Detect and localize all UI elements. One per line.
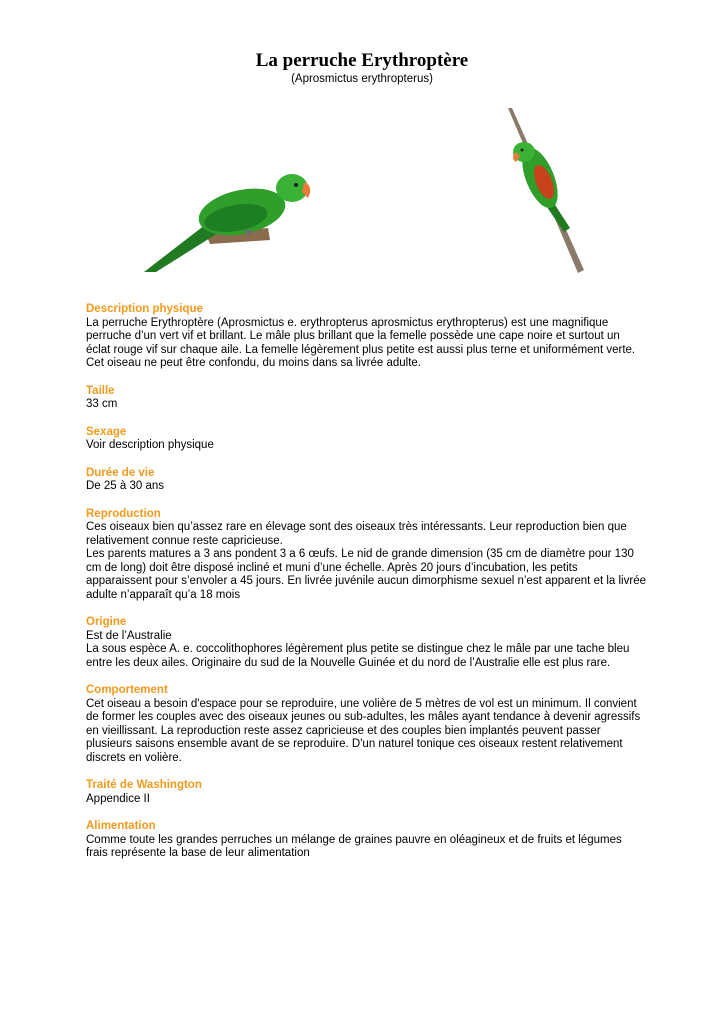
- document-body: [86, 303, 646, 875]
- section: [86, 385, 646, 412]
- section-heading: Description physique: [86, 303, 203, 315]
- section: [86, 426, 646, 453]
- section-paragraph: Les parents matures a 3 ans pondent 3 a 6 œufs. Le nid de grande dimension (35 cm de diamètre pour 130 cm de long) doit être disposé incliné et muni d’une échelle. Après 20 jours d’incubation, les petits apparaissent pour s’envoler a 45 jours. En livrée juvénile aucun dimorphisme sexuel n’est apparent et la livrée adulte n’apparaît qu’a 18 mois: [86, 548, 646, 601]
- parrot-eye: [294, 183, 298, 187]
- parrot-eye: [521, 149, 524, 152]
- section-paragraph: Appendice II: [86, 792, 150, 805]
- section-paragraph: La perruche Erythroptère (Aprosmictus e. erythropterus aprosmictus erythropterus) est une magnifique perruche d’un vert vif et brillant. Le mâle plus brillant que la femelle possède une cape noire et surtout un éclat rouge vif sur chaque aile. La femelle légèrement plus petite est aussi plus terne et uniformément verte. Cet oiseau ne peut être confondu, du moins dans sa livrée adulte.: [86, 316, 636, 369]
- page-subtitle: (Aprosmictus erythropterus): [291, 73, 433, 85]
- section-heading: Durée de vie: [86, 466, 155, 479]
- section-heading: Origine: [86, 616, 127, 628]
- section-paragraph: Voir description physique: [86, 439, 214, 451]
- section: [86, 684, 646, 765]
- section-paragraph: 33 cm: [86, 398, 118, 410]
- section-paragraph: Cet oiseau a besoin d'espace pour se reproduire, une volière de 5 mètres de vol est un minimum. Il convient de former les couples avec des oiseaux jeunes ou sub-adultes, les mâles ayant tendance à devenir agressifs en vieillissant. La reproduction reste assez capricieuse et des couples bien implantés peuvent passer plusieurs saisons ensemble avant de se reproduire. D'un naturel tonique ces oiseaux restent relativement discrets en volière.: [86, 697, 641, 764]
- section-paragraph: La sous espèce A. e. coccolithophores légèrement plus petite se distingue chez le mâle par une tache bleu entre les deux ailes. Originaire du sud de la Nouvelle Guinée et du nord de l’Australie elle est plus rare.: [86, 643, 630, 669]
- parrot-male-illustration: [144, 168, 314, 272]
- section-heading: Alimentation: [86, 820, 156, 832]
- section-heading: Sexage: [86, 425, 127, 438]
- section: [86, 820, 646, 861]
- section-heading: Taille: [86, 384, 115, 397]
- section: [86, 779, 646, 806]
- section: [86, 616, 646, 670]
- section: [86, 303, 646, 371]
- section-paragraph: Ces oiseaux bien qu’assez rare en élevage sont des oiseaux très intéressants. Leur reproduction bien que relativement connue reste capricieuse.: [86, 521, 627, 547]
- section-paragraph: Comme toute les grandes perruches un mélange de graines pauvre en oléagineux et de fruits et légumes frais représente la base de leur alimentation: [86, 833, 622, 859]
- section: [86, 508, 646, 603]
- section-heading: Traité de Washington: [86, 779, 202, 791]
- section-paragraph: Est de l’Australie: [86, 629, 172, 642]
- page-title: La perruche Erythroptère: [255, 50, 469, 71]
- section-heading: Reproduction: [86, 507, 161, 520]
- section-paragraph: De 25 à 30 ans: [86, 480, 165, 492]
- section: [86, 467, 646, 494]
- parrot-perched-illustration: [500, 108, 586, 273]
- section-heading: Comportement: [86, 684, 168, 696]
